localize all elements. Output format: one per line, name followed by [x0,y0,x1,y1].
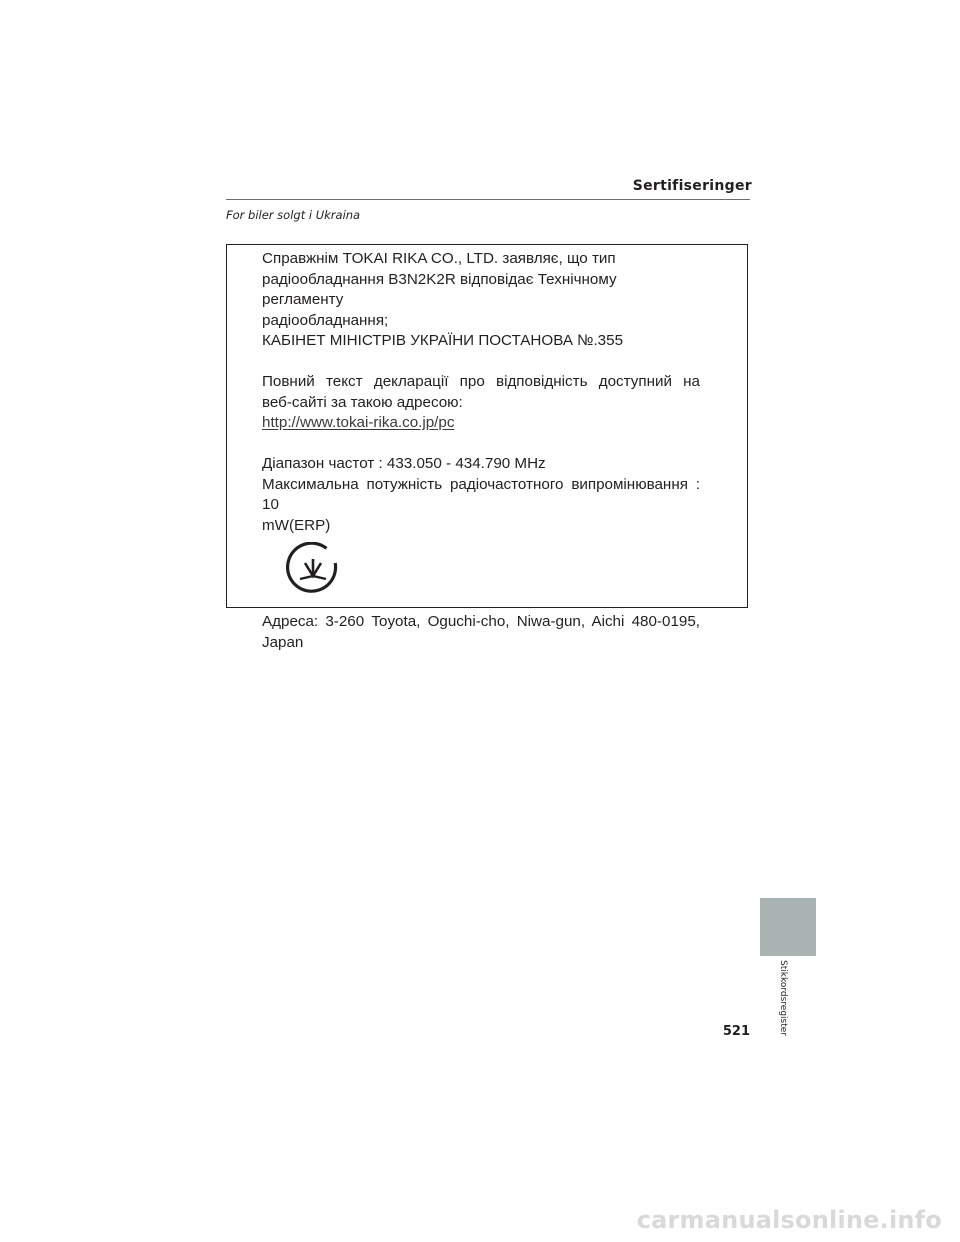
section-tab-marker [760,898,816,956]
address-line: Адреса: 3-260 Toyota, Oguchi-cho, Niwa-gun, Aichi 480-0195, [262,613,700,630]
declaration-line: радіообладнання; [262,311,389,329]
frequency-range-line: Діапазон частот : 433.050 - 434.790 MHz [262,455,546,472]
declaration-url-link[interactable]: http://www.tokai-rika.co.jp/pc [262,414,455,431]
declaration-line: радіообладнання B3N2K2R відповідає Технічному регламенту [262,270,617,308]
max-power-line: mW(ERP) [262,516,331,534]
watermark: carmanualsonline.info [636,1206,942,1234]
page-number: 521 [722,1024,750,1039]
ukraine-declaration-box [226,244,748,651]
paragraph-gap [262,352,700,373]
full-text-line: веб-сайті за такою адресою: [262,393,463,411]
title-divider [226,199,750,200]
conformity-mark-area [262,536,700,612]
paragraph-gap [262,434,700,455]
declaration-text [262,249,700,653]
section-subtitle: For biler solgt i Ukraina [226,208,361,222]
max-power-line: Максимальна потужність радіочастотного випромінювання : 10 [262,475,700,513]
address-line: Japan [262,633,304,651]
ukrainian-conformity-mark-icon [286,542,340,596]
full-text-line: Повний текст декларації про відповідність доступний на [262,373,700,390]
declaration-line: Справжнім TOKAI RIKA CO., LTD. заявляє, що тип [262,250,616,267]
section-title: Sertifiseringer [632,178,752,194]
regulation-line: КАБІНЕТ МІНІСТРІВ УКРАЇНИ ПОСТАНОВА №.355 [262,332,624,349]
side-tab-label: Stikkordsregister [778,960,788,1037]
